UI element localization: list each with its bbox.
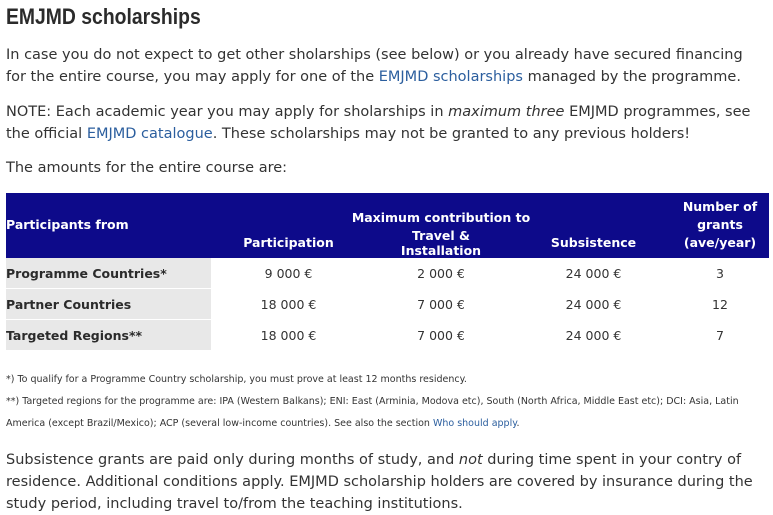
emjmd-scholarships-link[interactable]: EMJMD scholarships bbox=[378, 69, 523, 85]
note-text: NOTE: Each academic year you may apply for sholarships in bbox=[6, 104, 449, 120]
row-label: Partner Countries bbox=[6, 289, 211, 320]
footnote2-text-end: . bbox=[516, 418, 520, 429]
cell-travel: 2 000 € bbox=[366, 258, 516, 289]
cell-travel: 7 000 € bbox=[366, 320, 516, 351]
col-header-number-of-grants bbox=[671, 193, 769, 258]
closing-text-end: during time spent in your contry of residence. Additional conditions apply. EMJMD scholarship holders are covered by insurance during the study period, including travel to/from the teaching institutions. bbox=[6, 452, 753, 512]
col-header-participation: Participation bbox=[211, 227, 366, 258]
cell-travel: 7 000 € bbox=[366, 289, 516, 320]
cell-subsistence: 24 000 € bbox=[516, 320, 671, 351]
col-header-subsistence: Subsistence bbox=[516, 227, 671, 258]
cell-participation: 9 000 € bbox=[211, 258, 366, 289]
col-group-header-max-contribution: Maximum contribution to bbox=[211, 193, 671, 227]
note-paragraph bbox=[6, 101, 767, 145]
col-header-travel: Travel & Installation bbox=[366, 227, 516, 258]
cell-grants: 12 bbox=[671, 289, 769, 320]
footnote2-text: **) Targeted regions for the programme are: IPA (Western Balkans); ENI: East (Arminia, Modova etc), South (North Africa, Middle East etc); DCI: Asia, Latin America (except Brazil/Mexico); ACP (several low-income countries). See also the section bbox=[6, 396, 739, 429]
intro-paragraph bbox=[6, 44, 767, 88]
cell-subsistence: 24 000 € bbox=[516, 258, 671, 289]
cell-grants: 7 bbox=[671, 320, 769, 351]
intro-text-end: managed by the programme. bbox=[522, 69, 741, 85]
grants-header-line1: Number of bbox=[682, 198, 758, 214]
closing-emphasis: not bbox=[458, 452, 483, 468]
footnote-targeted-regions bbox=[6, 391, 767, 435]
note-emphasis: maximum three bbox=[448, 104, 565, 120]
closing-text: Subsistence grants are paid only during months of study, and bbox=[6, 452, 459, 468]
table-row bbox=[6, 258, 769, 289]
grants-header-line2: grants bbox=[697, 216, 743, 232]
note-text-end: . These scholarships may not be granted to any previous holders! bbox=[212, 126, 691, 142]
cell-participation: 18 000 € bbox=[211, 289, 366, 320]
table-row bbox=[6, 320, 769, 351]
note-text-middle: EMJMD programmes, see the official bbox=[6, 104, 751, 142]
footnote-programme-countries: *) To qualify for a Programme Country scholarship, you must prove at least 12 months residency. bbox=[6, 374, 467, 385]
grants-header-line3: (ave/year) bbox=[683, 234, 757, 250]
amounts-intro: The amounts for the entire course are: bbox=[6, 160, 288, 176]
row-label: Programme Countries* bbox=[6, 258, 211, 289]
emjmd-catalogue-link[interactable]: EMJMD catalogue bbox=[86, 126, 213, 142]
who-should-apply-link[interactable]: Who should apply bbox=[432, 418, 517, 429]
col-header-participants: Participants from bbox=[6, 193, 211, 258]
scholarship-amounts-table bbox=[6, 193, 769, 351]
row-label: Targeted Regions** bbox=[6, 320, 211, 351]
page-title: EMJMD scholarships bbox=[6, 4, 201, 29]
cell-grants: 3 bbox=[671, 258, 769, 289]
intro-text: In case you do not expect to get other sholarships (see below) or you already have secured financing for the entire course, you may apply for one of the bbox=[6, 47, 743, 85]
table-row bbox=[6, 289, 769, 320]
cell-participation: 18 000 € bbox=[211, 320, 366, 351]
closing-paragraph bbox=[6, 449, 767, 515]
cell-subsistence: 24 000 € bbox=[516, 289, 671, 320]
